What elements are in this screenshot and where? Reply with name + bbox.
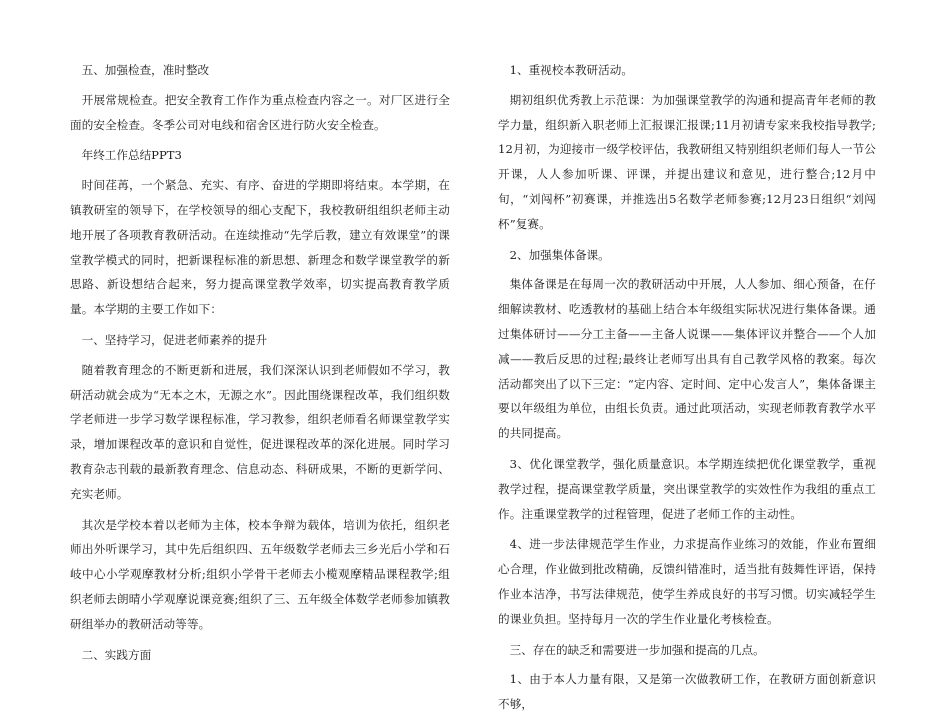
item-heading-school-research: 1、重视校本教研活动。 [509,63,633,77]
left-column [70,58,450,672]
section-heading-practice: 二、实践方面 [81,647,152,662]
item-heading-collective-prep: 2、加强集体备课。 [509,247,610,262]
paragraph-homework-standards: 4、进一步法律规范学生作业，力求提高作业练习的效能，作业布置细心合理，作业做到批改精确，反馈纠错准时，适当批有鼓舞性评语，保持作业本洁净，书写法律规范，使学生养成良好的书写习惯。切实减轻学生的课业负担。坚持每月一次的学生作业量化考核检查。 [498,537,876,626]
paragraph-shortcoming-1: 1、由于本人力量有限，又是第一次做教研工作，在教研方面创新意识不够， [498,672,876,712]
section-heading-shortcomings: 三、存在的缺乏和需要进一步加强和提高的几点。 [509,642,765,657]
section-heading-inspection: 五、加强检查，准时整改 [81,63,210,77]
section-heading-learning: 一、坚持学习，促进老师素养的提升 [81,332,268,347]
paragraph-demonstration-lessons: 期初组织优秀教上示范课：为加强课堂教学的沟通和提高青年老师的教学力量，组织新入职老师上汇报课汇报课;11月初请专家来我校指导教学;12月初，为迎接市一级学校评估，我教研组又特别组织老师们每人一节公开课，人人参加听课、评课，并提出建议和意见，进行整合;12月中旬，“刘闯杯”初赛课，并推选出5名数学老师参赛;12月23日组织“刘闯杯”复赛。 [498,92,876,231]
paragraph-safety-check: 开展常规检查。把安全教育工作作为重点检查内容之一。对厂区进行全面的安全检查。冬季公司对电线和宿舍区进行防火安全检查。 [70,92,450,132]
paragraph-classroom-teaching: 3、优化课堂教学，强化质量意识。本学期连续把优化课堂教学，重视教学过程，提高课堂教学质量，突出课堂教学的实效性作为我组的重点工作。注重课堂教学的过程管理，促进了老师工作的主动性。 [498,456,876,521]
right-column [498,58,876,723]
paragraph-semester-intro: 时间荏苒，一个紧急、充实、有序、奋进的学期即将结束。本学期，在镇教研室的领导下，在学校领导的细心支配下，我校教研组组织老师主动地开展了各项教育教研活动。在连续推动“先学后教，建立有效课堂”的课堂教学模式的同时，把新课程标准的新思想、新理念和数学课堂教学的新思路、新设想结合起来，努力提高课堂教学效率，切实提高教育教学质量。本学期的主要工作如下： [70,178,450,317]
paragraph-training-activities: 其次是学校本着以老师为主体，校本争辩为载体，培训为依托，组织老师出外听课学习，其中先后组织四、五年级数学老师去三乡光后小学和石岐中心小学观摩教材分析;组织小学骨干老师去小榄观摩精品课程教学;组织老师去朗晴小学观摩说课竞赛;组织了三、五年级全体数学老师参加镇教研组举办的教研活动等等。 [70,517,450,631]
paragraph-education-philosophy: 随着教育理念的不断更新和进展，我们深深认识到老师假如不学习，教研活动就会成为“无本之木，无源之水”。因此围绕课程改革，我们组织数学老师进一步学习数学课程标准，学习教参，组织老师看名师课堂教学实录，增加课程改革的意识和自觉性，促进课程改革的深化进展。同时学习教育杂志刊载的最新教育理念、信息动态、科研成果，不断的更新学问、充实老师。 [70,362,450,501]
paragraph-collective-prep: 集体备课是在每周一次的教研活动中开展，人人参加、细心预备，在仔细解读教材、吃透教材的基础上结合本年级组实际状况进行集体备课。通过集体研讨——分工主备——主备人说课——集体评议并整合——个人加减——教后反思的过程;最终让老师写出具有自己教学风格的教案。每次活动都突出了以下三定：“定内容、定时间、定中心发言人”，集体备课主要以年级组为单位，由组长负责。通过此项活动，实现老师教育教学水平的共同提高。 [498,277,876,441]
summary-title: 年终工作总结PPT3 [81,148,182,163]
